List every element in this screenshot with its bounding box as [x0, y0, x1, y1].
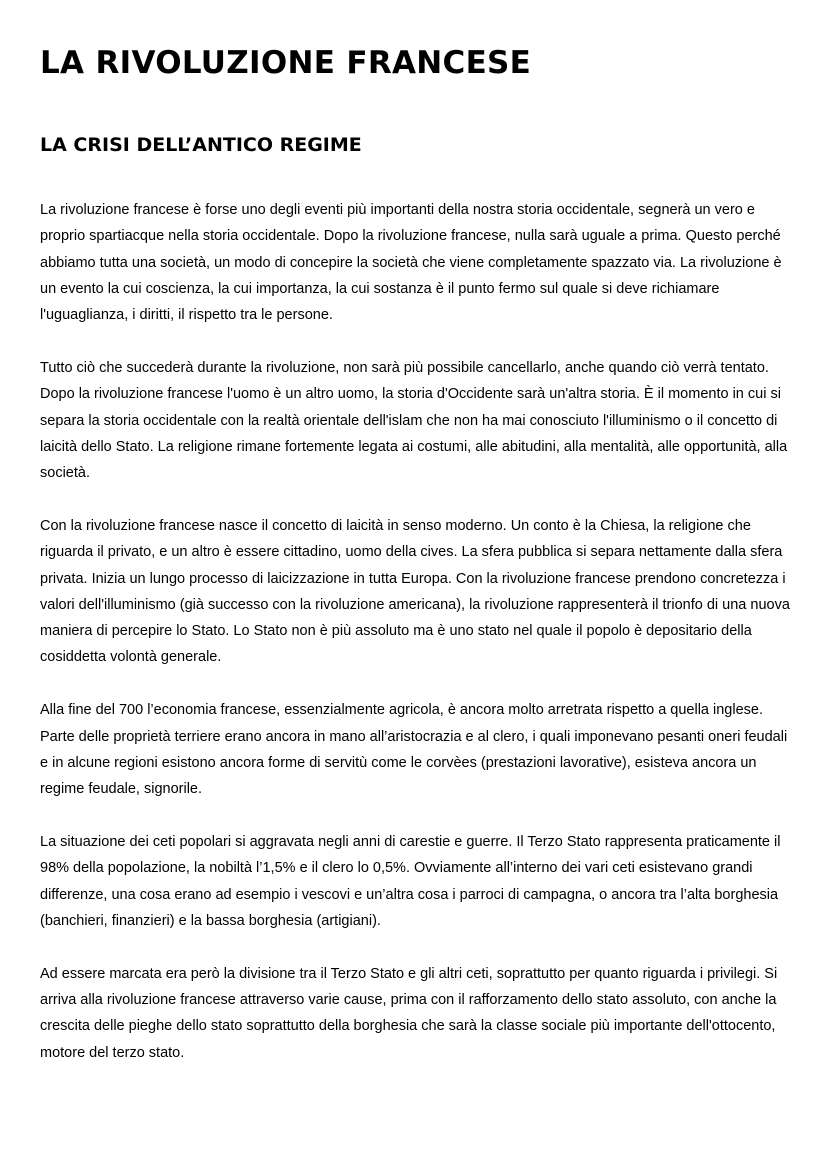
paragraph-6: Ad essere marcata era però la divisione tra il Terzo Stato e gli altri ceti, soprattutto per quanto riguarda i privilegi. Si arriva alla rivoluzione francese attraverso varie cause, prima con il rafforzamento dello stato assoluto, con anche la crescita delle pieghe dello stato soprattutto della borghesia che sarà la classe sociale più importante dell'ottocento, motore del terzo stato. — [40, 965, 778, 1061]
document-title: LA RIVOLUZIONE FRANCESE — [40, 45, 532, 81]
paragraph-5: La situazione dei ceti popolari si aggravata negli anni di carestie e guerre. Il Terzo Stato rappresenta praticamente il 98% della popolazione, la nobiltà l’1,5% e il clero lo 0,5%. Ovviamente all’interno dei vari ceti esistevano grandi differenze, una cosa erano ad esempio i vescovi e un’altra cosa i parroci di campagna, o ancora tra l’alta borghesia (banchieri, finanzieri) e la bassa borghesia (artigiani). — [40, 833, 781, 929]
paragraph-2: Tutto ciò che succederà durante la rivoluzione, non sarà più possibile cancellarlo, anche quando ciò verrà tentato. Dopo la rivoluzione francese l'uomo è un altro uomo, la storia d'Occidente sarà un'altra storia. È il momento in cui si separa la storia occidentale con la realtà orientale dell'islam che non ha mai conosciuto l'illuminismo o il concetto di laicità dello Stato. La religione rimane fortemente legata ai costumi, alle abitudini, alla mentalità, alle opportunità, alla società. — [40, 359, 788, 482]
document-body — [40, 197, 790, 1092]
paragraph-3: Con la rivoluzione francese nasce il concetto di laicità in senso moderno. Un conto è la Chiesa, la religione che riguarda il privato, e un altro è essere cittadino, uomo della cives. La sfera pubblica si separa nettamente dalla sfera privata. Inizia un lungo processo di laicizzazione in tutta Europa. Con la rivoluzione francese prendono concretezza i valori dell'illuminismo (già successo con la rivoluzione americana), la rivoluzione rappresenterà il trionfo di una nuova maniera di percepire lo Stato. Lo Stato non è più assoluto ma è uno stato nel quale il popolo è depositario della cosiddetta volontà generale. — [40, 517, 790, 666]
section-title: LA CRISI DELL’ANTICO REGIME — [40, 134, 362, 156]
paragraph-1: La rivoluzione francese è forse uno degli eventi più importanti della nostra storia occidentale, segnerà un vero e proprio spartiacque nella storia occidentale. Dopo la rivoluzione francese, nulla sarà uguale a prima. Questo perché abbiamo tutta una società, un modo di concepire la società che viene completamente spazzato via. La rivoluzione è un evento la cui coscienza, la cui importanza, la cui sostanza è il punto fermo sul quale si deve richiamare l'uguaglianza, i diritti, il rispetto tra le persone. — [40, 202, 782, 324]
paragraph-4: Alla fine del 700 l’economia francese, essenzialmente agricola, è ancora molto arretrata rispetto a quella inglese. Parte delle proprietà terriere erano ancora in mano all’aristocrazia e al clero, i quali imponevano pesanti oneri feudali e in alcune regioni esistono ancora forme di servitù come le corvèes (prestazioni lavorative), esisteva ancora un regime feudale, signorile. — [40, 702, 788, 798]
